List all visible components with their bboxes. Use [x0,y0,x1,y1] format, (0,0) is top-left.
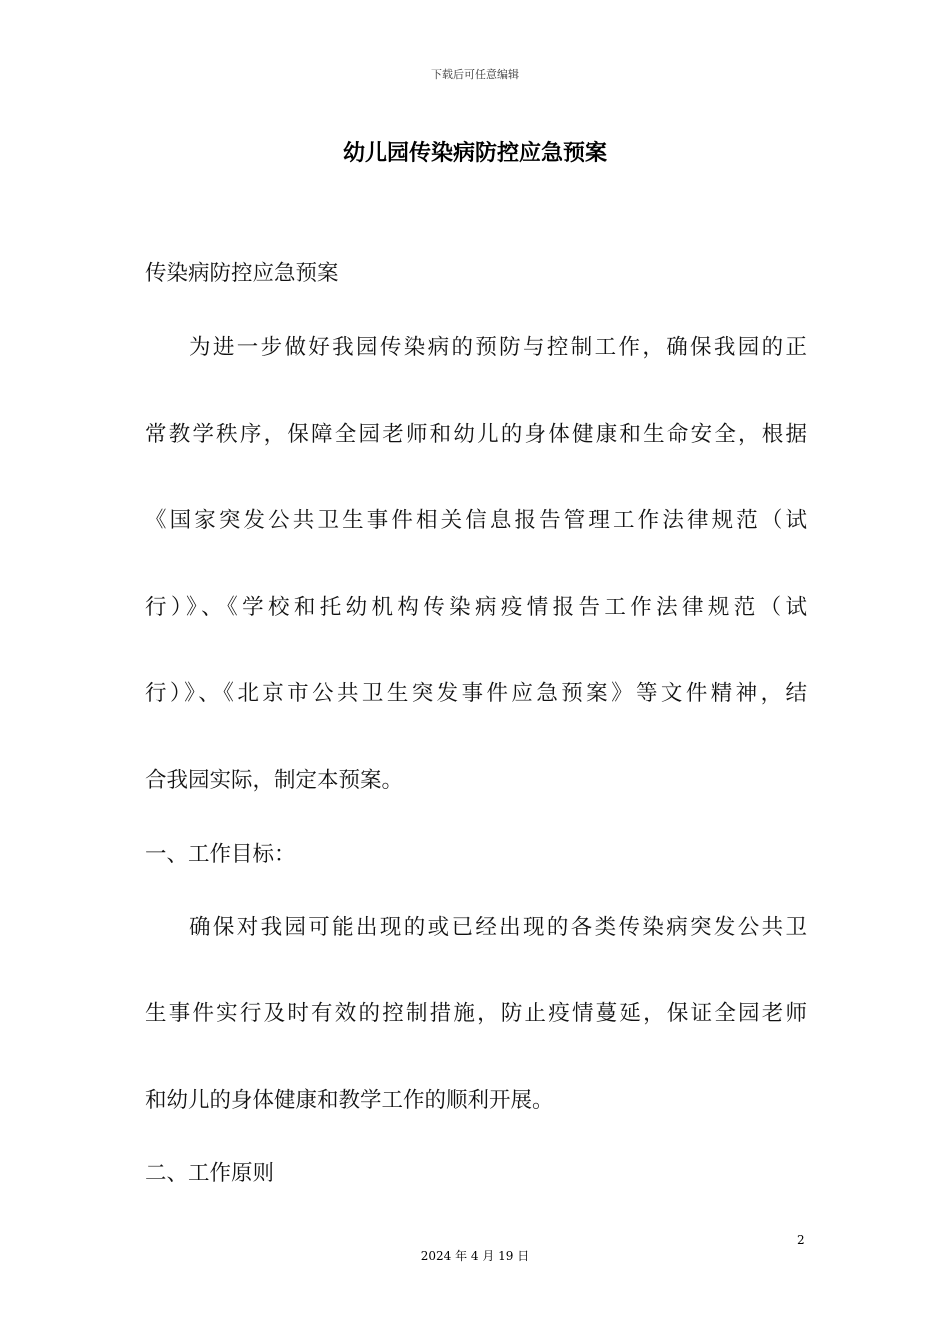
document-title: 幼儿园传染病防控应急预案 [342,141,607,166]
header-note: 下载后可任意编辑 [431,68,519,81]
section-heading: 二、工作原则 [145,1161,275,1186]
paragraph-line: 合我园实际，制定本预案。 [145,768,404,793]
paragraph-line: 行）》、《学校和托幼机构传染病疫情报告工作法律规范（试 [145,595,807,620]
paragraph-line: 生事件实行及时有效的控制措施，防止疫情蔓延，保证全园老师 [145,1001,807,1026]
paragraph-line: 确保对我园可能出现的或已经出现的各类传染病突发公共卫 [189,915,807,940]
page-number: 2 [797,1233,805,1247]
paragraph-line: 和幼儿的身体健康和教学工作的顺利开展。 [145,1088,554,1113]
footer-date: 2024 年 4 月 19 日 [420,1249,530,1263]
paragraph-line: 《国家突发公共卫生事件相关信息报告管理工作法律规范（试 [145,508,807,533]
paragraph-line: 为进一步做好我园传染病的预防与控制工作，确保我园的正 [189,335,807,360]
section-heading: 传染病防控应急预案 [145,261,339,286]
section-heading: 一、工作目标： [145,842,296,867]
paragraph-line: 行）》、《北京市公共卫生突发事件应急预案》等文件精神，结 [145,681,807,706]
paragraph-line: 常教学秩序，保障全园老师和幼儿的身体健康和生命安全，根据 [145,422,807,447]
